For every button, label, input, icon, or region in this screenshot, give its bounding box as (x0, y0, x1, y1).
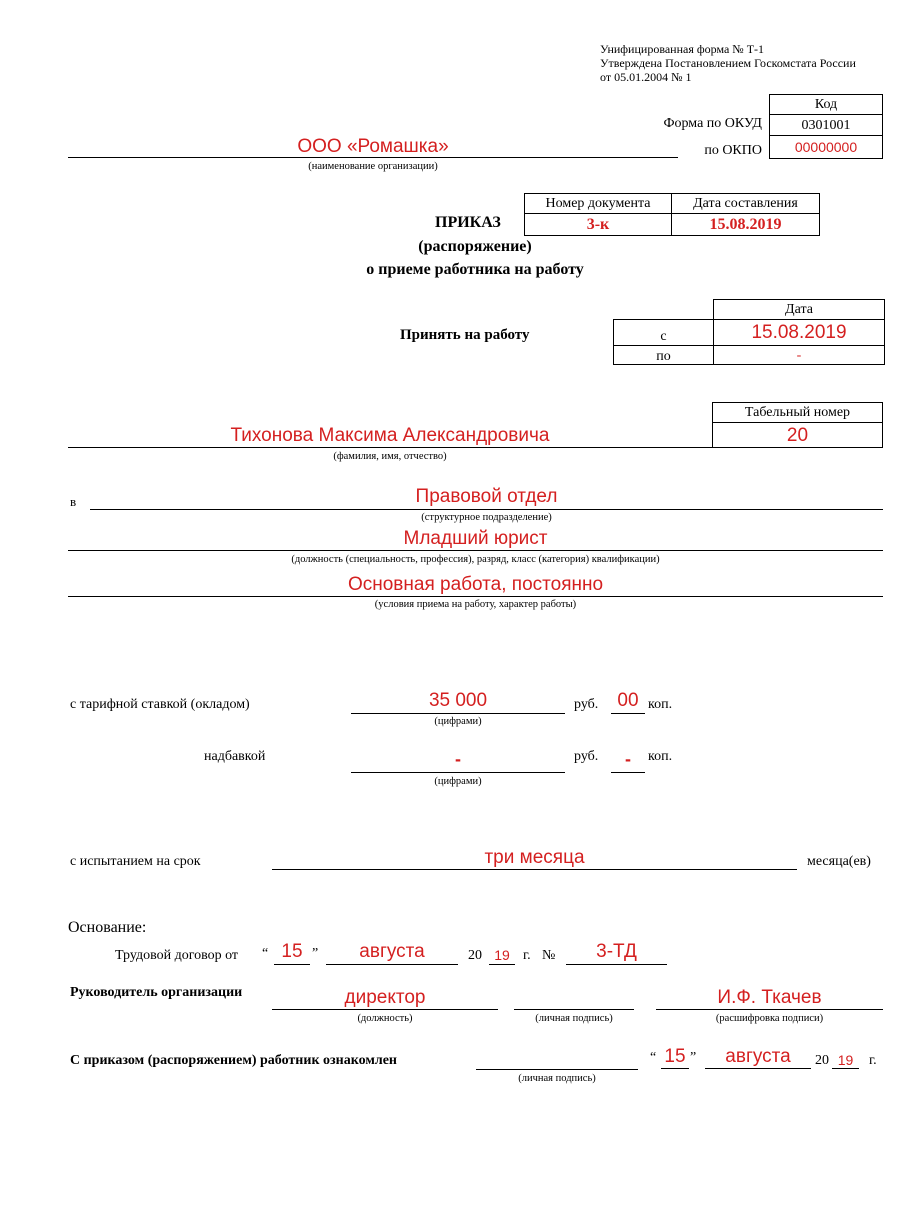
hire-from-label: с (613, 319, 714, 346)
basis-year-prefix: 20 (468, 948, 482, 963)
head-name-line (656, 1009, 883, 1010)
department-value: Правовой отдел (415, 486, 558, 507)
okpo-value: 00000000 (794, 139, 858, 155)
rate-value: 35 000 (428, 690, 488, 711)
rate-line (351, 713, 565, 714)
basis-year-line (489, 964, 515, 965)
form-header-line2: Утверждена Постановлением Госкомстата России (600, 56, 856, 70)
hire-to-label: по (613, 345, 714, 365)
order-subtitle: (распоряжение) (418, 238, 532, 255)
form-header-line3: от 05.01.2004 № 1 (600, 70, 692, 84)
doc-date-header: Дата составления (671, 193, 820, 214)
acquaint-year-prefix: 20 (815, 1053, 829, 1068)
in-label: в (70, 494, 77, 509)
codes-title: Код (769, 94, 883, 115)
basis-day-line (274, 964, 310, 965)
employee-name: Тихонова Максима Александровича (230, 425, 550, 446)
acquaint-year-suffix: г. (869, 1053, 877, 1068)
department-line (90, 509, 883, 510)
acquaint-day-line (661, 1068, 689, 1069)
department-caption: (структурное подразделение) (421, 512, 552, 523)
head-name: И.Ф. Ткачев (717, 987, 822, 1008)
hire-from-cell (713, 319, 885, 346)
rate-label: с тарифной ставкой (окладом) (70, 697, 250, 712)
rate-caption: (цифрами) (434, 716, 482, 727)
acquaint-signature-line (476, 1069, 638, 1070)
bonus-label: надбавкой (204, 749, 266, 764)
okpo-label: по ОКПО (704, 143, 762, 158)
head-position-line (272, 1009, 498, 1010)
acquaint-signature-caption: (личная подпись) (518, 1073, 596, 1084)
bonus-value: - (455, 749, 461, 769)
hire-date-header: Дата (713, 299, 885, 320)
doc-number-value: 3-к (524, 213, 672, 236)
order-title: ПРИКАЗ (435, 214, 501, 231)
basis-number-label: № (542, 948, 556, 963)
organization-name: ООО «Ромашка» (297, 136, 449, 157)
rate-kop-value: 00 (617, 690, 639, 711)
employee-name-caption: (фамилия, имя, отчество) (333, 451, 447, 462)
acquaint-quote-open: “ (650, 1050, 657, 1065)
basis-year-suffix: г. (523, 948, 531, 963)
form-header (600, 42, 856, 84)
acquaint-year-line (832, 1068, 859, 1069)
okpo-cell (769, 135, 883, 159)
organization-caption: (наименование организации) (308, 161, 438, 172)
acquaint-month-line (705, 1068, 811, 1069)
acquaint-quote-close: ” (690, 1050, 697, 1065)
bonus-line (351, 772, 565, 773)
position-value: Младший юрист (403, 528, 548, 549)
tab-number-value: 20 (786, 425, 809, 446)
rate-kop: коп. (648, 697, 673, 712)
position-line (68, 550, 883, 551)
bonus-caption: (цифрами) (434, 776, 482, 787)
basis-number: 3-ТД (596, 941, 637, 962)
rate-rub: руб. (574, 697, 599, 712)
rate-kop-line (611, 713, 645, 714)
conditions-value: Основная работа, постоянно (347, 574, 604, 595)
position-caption: (должность (специальность, профессия), разряд, класс (категория) квалификации) (291, 554, 660, 565)
organization-line (68, 157, 678, 158)
head-name-caption: (расшифровка подписи) (715, 1013, 824, 1024)
acquaint-day: 15 (664, 1046, 686, 1067)
probation-line (272, 869, 797, 870)
bonus-kop-line (611, 772, 645, 773)
probation-value: три месяца (484, 847, 585, 868)
doc-number-header: Номер документа (524, 193, 672, 214)
basis-contract-label: Трудовой договор от (115, 948, 239, 963)
conditions-line (68, 596, 883, 597)
hire-to-value: - (713, 345, 885, 365)
okud-label: Форма по ОКУД (663, 116, 762, 131)
employee-name-line (68, 447, 712, 448)
probation-unit: месяца(ев) (807, 854, 871, 869)
tab-number-cell (712, 422, 883, 448)
hire-label: Принять на работу (400, 327, 530, 343)
basis-year: 19 (494, 947, 510, 963)
doc-date-value: 15.08.2019 (671, 213, 820, 236)
probation-label: с испытанием на срок (70, 854, 201, 869)
order-purpose: о приеме работника на работу (366, 261, 584, 278)
head-signature-line (514, 1009, 634, 1010)
basis-month-line (326, 964, 458, 965)
tab-number-header: Табельный номер (712, 402, 883, 423)
bonus-kop-value: - (625, 749, 631, 769)
basis-label: Основание: (68, 919, 147, 936)
head-position-caption: (должность) (357, 1013, 413, 1024)
bonus-kop: коп. (648, 749, 673, 764)
basis-day: 15 (281, 941, 303, 962)
head-label: Руководитель организации (70, 985, 243, 1000)
form-header-line1: Унифицированная форма № Т-1 (600, 42, 765, 56)
basis-month: августа (359, 941, 425, 962)
head-signature-caption: (личная подпись) (535, 1013, 613, 1024)
basis-quote-close: ” (312, 946, 319, 961)
acquaint-month: августа (725, 1046, 791, 1067)
conditions-caption: (условия приема на работу, характер работы) (374, 599, 577, 610)
basis-quote-open: “ (262, 946, 269, 961)
acquaint-label: С приказом (распоряжением) работник ознакомлен (70, 1053, 397, 1068)
okud-value: 0301001 (769, 114, 883, 136)
bonus-rub: руб. (574, 749, 599, 764)
hire-from-value: 15.08.2019 (751, 322, 847, 343)
head-position: директор (344, 987, 426, 1008)
acquaint-year: 19 (837, 1052, 854, 1068)
basis-number-line (566, 964, 667, 965)
